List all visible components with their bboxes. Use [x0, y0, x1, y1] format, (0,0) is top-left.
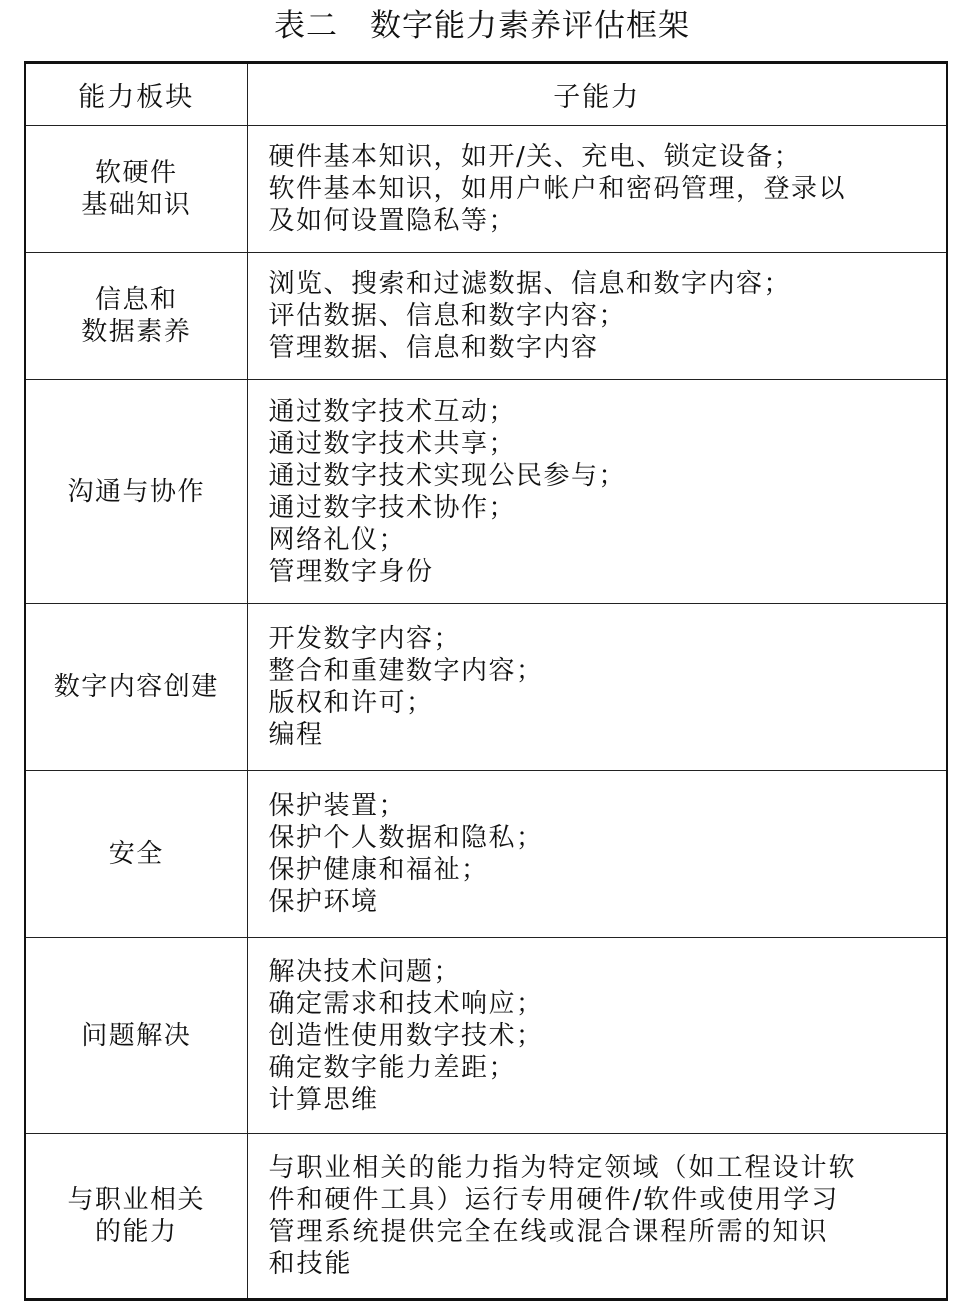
category-cell [25, 938, 247, 1134]
category-cell [25, 1134, 247, 1300]
item-line: 网络礼仪； [268, 524, 407, 555]
item-line: 确定数字能力差距； [268, 1052, 517, 1083]
item-line: 和技能 [268, 1249, 353, 1279]
competency-framework-table [24, 61, 948, 1301]
items-cell [247, 938, 947, 1134]
item-line: 保护装置； [268, 791, 407, 821]
item-line: 通过数字技术协作； [268, 492, 517, 523]
category-line: 问题解决 [81, 1020, 192, 1051]
item-line: 管理系统提供完全在线或混合课程所需的知识 [268, 1217, 829, 1247]
items-cell [247, 604, 947, 771]
item-line: 保护个人数据和隐私； [268, 823, 544, 853]
item-line: 确定需求和技术响应； [268, 988, 544, 1019]
table-row [25, 771, 947, 938]
item-line: 通过数字技术共享； [268, 428, 517, 459]
table-row [25, 380, 947, 604]
table-row [25, 253, 947, 380]
table-header-row [25, 63, 947, 126]
item-line: 及如何设置隐私等； [268, 206, 517, 236]
category-cell [25, 253, 247, 380]
category-cell [25, 604, 247, 771]
table-row [25, 938, 947, 1134]
category-line: 安全 [108, 839, 164, 869]
category-cell [25, 380, 247, 604]
category-line: 数据素养 [81, 317, 192, 347]
category-line: 与职业相关 [67, 1185, 205, 1215]
header-sub-competency: 子能力 [247, 63, 947, 126]
item-line: 版权和许可； [268, 688, 434, 718]
table-row [25, 604, 947, 771]
item-line: 开发数字内容； [268, 624, 462, 654]
category-cell [25, 771, 247, 938]
item-line: 通过数字技术互动； [268, 396, 517, 427]
items-cell [247, 126, 947, 253]
category-line: 软硬件 [94, 158, 178, 188]
item-line: 管理数据、信息和数字内容 [268, 333, 599, 363]
item-line: 计算思维 [268, 1084, 379, 1115]
item-line: 硬件基本知识，如开/关、充电、锁定设备； [268, 142, 802, 172]
items-cell [247, 253, 947, 380]
item-line: 创造性使用数字技术； [268, 1020, 544, 1051]
category-line: 沟通与协作 [67, 476, 205, 507]
item-line: 管理数字身份 [268, 556, 434, 587]
item-line: 保护环境 [268, 887, 379, 917]
category-line: 的能力 [94, 1217, 178, 1247]
item-line: 与职业相关的能力指为特定领域（如工程设计软 [268, 1153, 857, 1183]
item-line: 整合和重建数字内容； [268, 656, 544, 686]
category-cell [25, 126, 247, 253]
items-cell [247, 380, 947, 604]
category-line: 信息和 [94, 285, 178, 315]
item-line: 解决技术问题； [268, 956, 462, 987]
item-line: 评估数据、信息和数字内容； [268, 301, 627, 331]
header-competency-area: 能力板块 [25, 63, 247, 126]
item-line: 保护健康和福祉； [268, 855, 489, 885]
items-cell [247, 1134, 947, 1300]
table-row [25, 126, 947, 253]
item-line: 通过数字技术实现公民参与； [268, 460, 627, 491]
item-line: 浏览、搜索和过滤数据、信息和数字内容； [268, 269, 792, 299]
table-title: 表二 数字能力素养评估框架 [274, 8, 690, 44]
table-row [25, 1134, 947, 1300]
item-line: 软件基本知识，如用户帐户和密码管理，登录以 [268, 174, 847, 204]
items-cell [247, 771, 947, 938]
category-line: 数字内容创建 [53, 672, 219, 702]
category-line: 基础知识 [81, 190, 192, 220]
item-line: 件和硬件工具）运行专用硬件/软件或使用学习 [268, 1185, 840, 1215]
item-line: 编程 [268, 720, 324, 750]
